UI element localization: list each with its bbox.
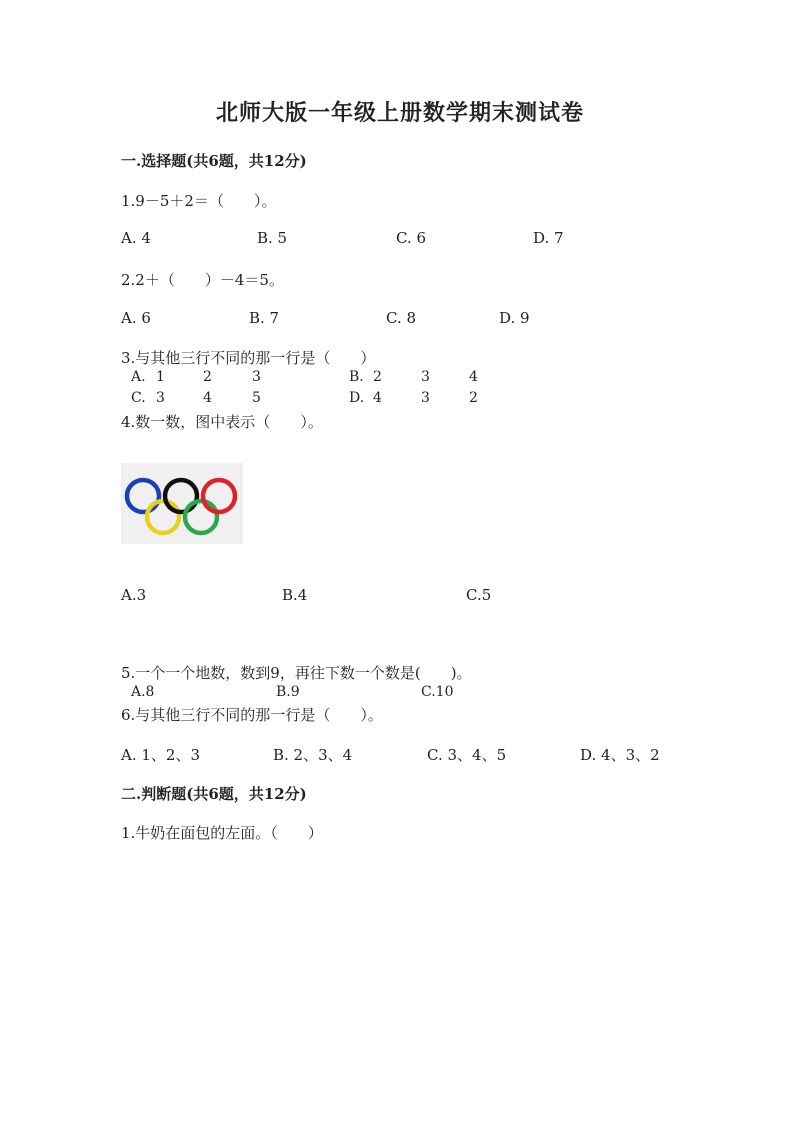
question-6: 6.与其他三行不同的那一行是（ ）。 <box>121 706 383 724</box>
q3-option-c-num: 4 <box>203 390 212 406</box>
q3-option-a-num: 2 <box>203 369 212 385</box>
q1-option-c: C. 6 <box>396 229 427 247</box>
section-heading-judge: 二.判断题(共6题，共12分) <box>121 785 307 803</box>
q3-option-d-num: 3 <box>421 390 430 406</box>
q1-option-a: A. 4 <box>121 229 151 247</box>
q4-option-a: A.3 <box>121 586 147 604</box>
q3-option-d-num: 4 <box>373 390 382 406</box>
q3-option-c-letter: C. <box>131 390 146 406</box>
q3-option-a-num: 1 <box>156 369 165 385</box>
question-5: 5.一个一个地数，数到9，再往下数一个数是( )。 <box>121 664 472 682</box>
q6-option-d: D. 4、3、2 <box>580 746 660 764</box>
judge-question-1: 1.牛奶在面包的左面。（ ） <box>121 824 323 842</box>
q4-option-b: B.4 <box>282 586 308 604</box>
section-heading-choice: 一.选择题(共6题，共12分) <box>121 152 307 170</box>
q3-option-a-num: 3 <box>252 369 261 385</box>
q5-option-c: C.10 <box>421 684 454 700</box>
q3-option-c-num: 3 <box>156 390 165 406</box>
q4-option-c: C.5 <box>466 586 492 604</box>
q2-option-d: D. 9 <box>499 309 530 327</box>
question-2: 2.2＋（ ）－4＝5。 <box>121 271 284 289</box>
q1-option-d: D. 7 <box>533 229 564 247</box>
q3-option-b-num: 3 <box>421 369 430 385</box>
q1-option-b: B. 5 <box>257 229 288 247</box>
q2-option-c: C. 8 <box>386 309 417 327</box>
q6-option-c: C. 3、4、5 <box>427 746 507 764</box>
question-4: 4.数一数，图中表示（ ）。 <box>121 413 323 431</box>
q3-option-d-num: 2 <box>469 390 478 406</box>
question-1: 1.9－5＋2＝（ ）。 <box>121 192 277 210</box>
question-3: 3.与其他三行不同的那一行是（ ） <box>121 349 376 367</box>
q3-option-b-letter: B. <box>349 369 364 385</box>
q3-option-d-letter: D. <box>349 390 365 406</box>
olympic-rings-icon <box>121 463 243 544</box>
q2-option-a: A. 6 <box>121 309 151 327</box>
q5-option-b: B.9 <box>276 684 300 700</box>
q5-option-a: A.8 <box>131 684 155 700</box>
q3-option-b-num: 4 <box>469 369 478 385</box>
q3-option-b-num: 2 <box>373 369 382 385</box>
page-title: 北师大版一年级上册数学期末测试卷 <box>215 100 584 126</box>
q2-option-b: B. 7 <box>249 309 280 327</box>
q3-option-a-letter: A. <box>131 369 146 385</box>
q6-option-b: B. 2、3、4 <box>273 746 353 764</box>
q6-option-a: A. 1、2、3 <box>121 746 200 764</box>
q3-option-c-num: 5 <box>252 390 261 406</box>
